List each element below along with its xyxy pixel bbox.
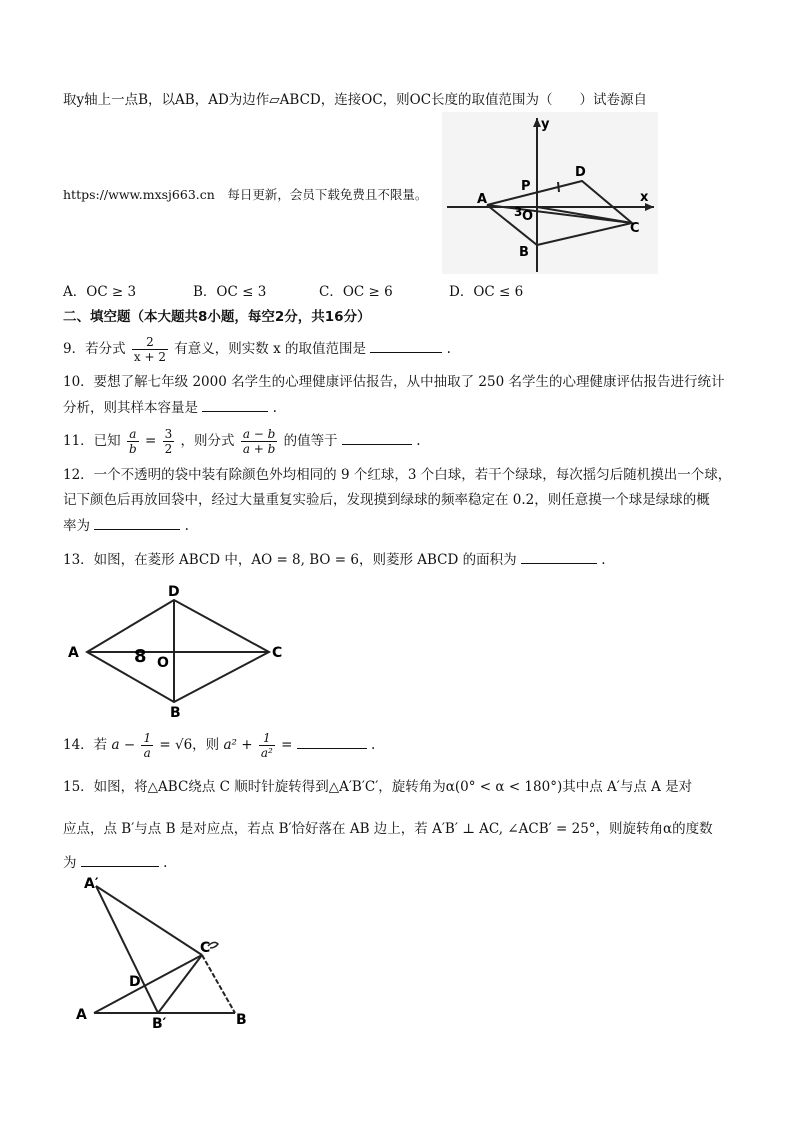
q11-f1-num: a [127, 427, 139, 442]
q11 [63, 424, 421, 458]
rot-label-bp: B′ [152, 1016, 167, 1030]
q14-f-den: a [143, 746, 151, 760]
rhombus-label-b: B [170, 705, 181, 720]
q9-post: 有意义，则实数 x 的取值范围是 [174, 341, 366, 357]
q9-frac-den: x + 2 [133, 350, 166, 364]
q14-answer-blank[interactable] [297, 734, 367, 749]
q13-rhombus-figure [62, 580, 294, 720]
q9-answer-blank[interactable] [370, 338, 442, 353]
q11-f2-num: 3 [164, 427, 173, 441]
rhombus-label-o: O [157, 655, 169, 671]
rhombus-label-d: D [168, 584, 180, 600]
choice-c[interactable]: C．OC ≥ 6 [319, 284, 393, 300]
q15-answer-blank[interactable] [81, 852, 159, 867]
label-d: D [575, 165, 586, 180]
q11-frac-expr [241, 427, 278, 456]
q11-mid: ，则分式 [180, 433, 235, 449]
q10-line1: 10．要想了解七年级 2000 名学生的心理健康评估报告，从中抽取了 250 名学生的心理健康评估报告进行统计 [63, 374, 725, 390]
q9-frac-num: 2 [132, 335, 168, 350]
q11-f3-den: a + b [242, 442, 276, 456]
q11-eq: = [144, 433, 157, 449]
label-c: C [630, 221, 640, 236]
label-three: 3 [514, 205, 523, 219]
q12-end: . [184, 518, 189, 534]
q8-coordinate-figure [442, 112, 658, 274]
q9-end: . [446, 341, 451, 357]
q15-end: . [163, 855, 168, 871]
q11-f1-den: b [128, 442, 137, 456]
q15-line2: 应点，点 B′与点 B 是对应点，若点 B′恰好落在 AB 边上，若 A′B′ ⊥ AC, ∠ACB′ = 25°，则旋转角α的度数 [63, 821, 713, 837]
q14-f-num: 1 [143, 731, 152, 745]
q12-line3 [63, 515, 189, 536]
q8-text: 取y轴上一点B，以AB，AD为边作▱ABCD，连接OC，则OC长度的取值范围为（ ）试卷源自 [63, 92, 648, 108]
q14-eq: = √6，则 [159, 737, 220, 753]
q15-text: 为 [63, 855, 77, 871]
watermark-text: https://www.mxsj663.cn 每日更新，会员下载免费且不限量。 [63, 187, 428, 202]
q11-answer-blank[interactable] [342, 430, 412, 445]
q14 [63, 728, 375, 762]
q10-line2 [63, 397, 277, 418]
q14-end: . [371, 737, 376, 753]
label-y: y [541, 117, 550, 132]
q9-fraction [132, 335, 168, 364]
q11-f3-num: a − b [242, 427, 276, 441]
q15-line3 [63, 852, 167, 873]
q11-frac-ab [127, 427, 139, 456]
rot-label-d: D [129, 974, 141, 990]
rhombus-label-eight: 8 [134, 646, 147, 667]
q14-a: a − [111, 737, 136, 753]
section-title: 二、填空题（本大题共8小题，每空2分，共16分） [63, 309, 371, 325]
rot-label-ap: A′ [84, 876, 99, 892]
q12-line2: 记下颜色后再放回袋中，经过大量重复实验后，发现摸到绿球的频率稳定在 0.2，则任意摸一个球是绿球的概 [63, 492, 710, 508]
q10-answer-blank[interactable] [202, 397, 268, 412]
q11-f2-den: 2 [164, 442, 173, 456]
choice-b[interactable]: B．OC ≤ 3 [193, 284, 267, 300]
rhombus-label-a: A [68, 645, 79, 661]
q13-line [63, 549, 606, 570]
q14-pre: 14．若 [63, 737, 108, 753]
q14-frac-1a2 [259, 731, 275, 760]
q13-end: . [601, 552, 606, 568]
rot-label-c: C [200, 940, 211, 956]
rhombus-label-c: C [272, 645, 283, 661]
q12-text: 率为 [63, 518, 90, 534]
label-p: P [521, 179, 531, 194]
label-a: A [477, 192, 488, 207]
label-o: O [522, 209, 534, 224]
label-x: x [640, 190, 649, 205]
q15-line1: 15．如图，将△ABC绕点 C 顺时针旋转得到△A′B′C′，旋转角为α(0° < α < 180°)其中点 A′与点 A 是对 [63, 779, 693, 795]
q9 [63, 333, 451, 365]
q10-text: 分析，则其样本容量是 [63, 400, 198, 416]
q15-rotation-figure [72, 872, 262, 1030]
q9-pre: 9．若分式 [63, 341, 126, 357]
q12-answer-blank[interactable] [94, 515, 180, 530]
choice-a[interactable]: A．OC ≥ 3 [63, 284, 137, 300]
q10-end: . [272, 400, 277, 416]
q14-g-num: 1 [259, 731, 275, 746]
q11-pre: 11．已知 [63, 433, 121, 449]
rot-label-a: A [76, 1007, 87, 1023]
q13-answer-blank[interactable] [521, 549, 597, 564]
q14-eq2: = [281, 737, 293, 753]
q11-frac-32 [163, 427, 175, 456]
q12-line1: 12．一个不透明的袋中装有除颜色外均相同的 9 个红球，3 个白球，若干个绿球，每次摇匀后随机摸出一个球， [63, 467, 732, 483]
rot-label-b: B [236, 1012, 247, 1028]
q14-a2: a² + [223, 737, 253, 753]
q14-frac-1a [141, 731, 153, 760]
q14-g-den: a² [260, 746, 273, 760]
label-b: B [519, 245, 529, 260]
q11-end: . [416, 433, 421, 449]
choice-d[interactable]: D．OC ≤ 6 [449, 284, 524, 300]
q11-post: 的值等于 [283, 433, 338, 449]
q13-text: 13．如图，在菱形 ABCD 中，AO = 8, BO = 6，则菱形 ABCD 的面积为 [63, 552, 517, 568]
